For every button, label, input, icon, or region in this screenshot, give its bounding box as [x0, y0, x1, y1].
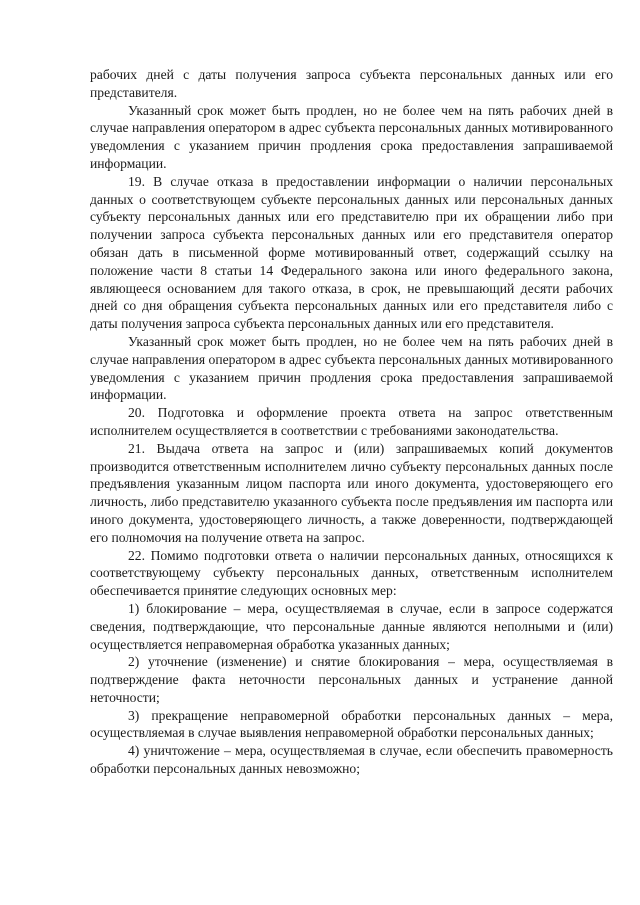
list-item-3-termination: 3) прекращение неправомерной обработки персональных данных – мера, осуществляемая в случае выявления неправомерной обработки персональных данных;: [90, 707, 613, 741]
list-item-2-clarification: 2) уточнение (изменение) и снятие блокирования – мера, осуществляемая в подтверждение факта неточности персональных данных и устранение данной неточности;: [90, 654, 613, 705]
paragraph-continuation: рабочих дней с даты получения запроса субъекта персональных данных или его представителя.: [90, 67, 613, 100]
document-page: [90, 66, 613, 778]
list-item-4-destruction: 4) уничтожение – мера, осуществляемая в случае, если обеспечить правомерность обработки персональных данных невозможно;: [90, 743, 613, 777]
paragraph-term-extension-2: Указанный срок может быть продлен, но не более чем на пять рабочих дней в случае направления оператором в адрес субъекта персональных данных мотивированного уведомления с указанием причин продления срока предоставления запрашиваемой информации.: [90, 333, 613, 403]
paragraph-item-20: 20. Подготовка и оформление проекта ответа на запрос ответственным исполнителем осуществляется в соответствии с требованиями законодательства.: [90, 405, 613, 438]
paragraph-item-22: 22. Помимо подготовки ответа о наличии персональных данных, относящихся к соответствующему субъекту персональных данных, ответственным исполнителем обеспечивается принятие следующих основных мер:: [90, 547, 613, 599]
paragraph-item-19: 19. В случае отказа в предоставлении информации о наличии персональных данных о соответствующем субъекте персональных данных или персональных данных субъекту персональных данных или его представителю при их обращении либо при получении запроса субъекта персональных данных или его представителя оператор обязан дать в письменной форме мотивированный ответ, содержащий ссылку на положение части 8 статьи 14 Федерального закона или иного федерального закона, являющееся основанием для такого отказа, в срок, не превышающий десяти рабочих дней со дня обращения субъекта персональных данных или его представителя либо с даты получения запроса субъекта персональных данных или его представителя.: [90, 173, 613, 332]
paragraph-term-extension: Указанный срок может быть продлен, но не более чем на пять рабочих дней в случае направления оператором в адрес субъекта персональных данных мотивированного уведомления с указанием причин продления срока предоставления запрашиваемой информации.: [90, 102, 613, 171]
paragraph-item-21: 21. Выдача ответа на запрос и (или) запрашиваемых копий документов производится ответственным исполнителем лично субъекту персональных данных после предъявления указанным лицом паспорта или иного документа, удостоверяющего его личность, либо представителю указанного субъекта после предъявления им паспорта или иного документа, удостоверяющего личность, а также доверенности, подтверждающей его полномочия на получение ответа на запрос.: [90, 440, 613, 545]
list-item-1-blocking: 1) блокирование – мера, осуществляемая в случае, если в запросе содержатся сведения, подтверждающие, что персональные данные являются неполными и (или) осуществляется неправомерная обработка указанных данных;: [90, 600, 613, 652]
